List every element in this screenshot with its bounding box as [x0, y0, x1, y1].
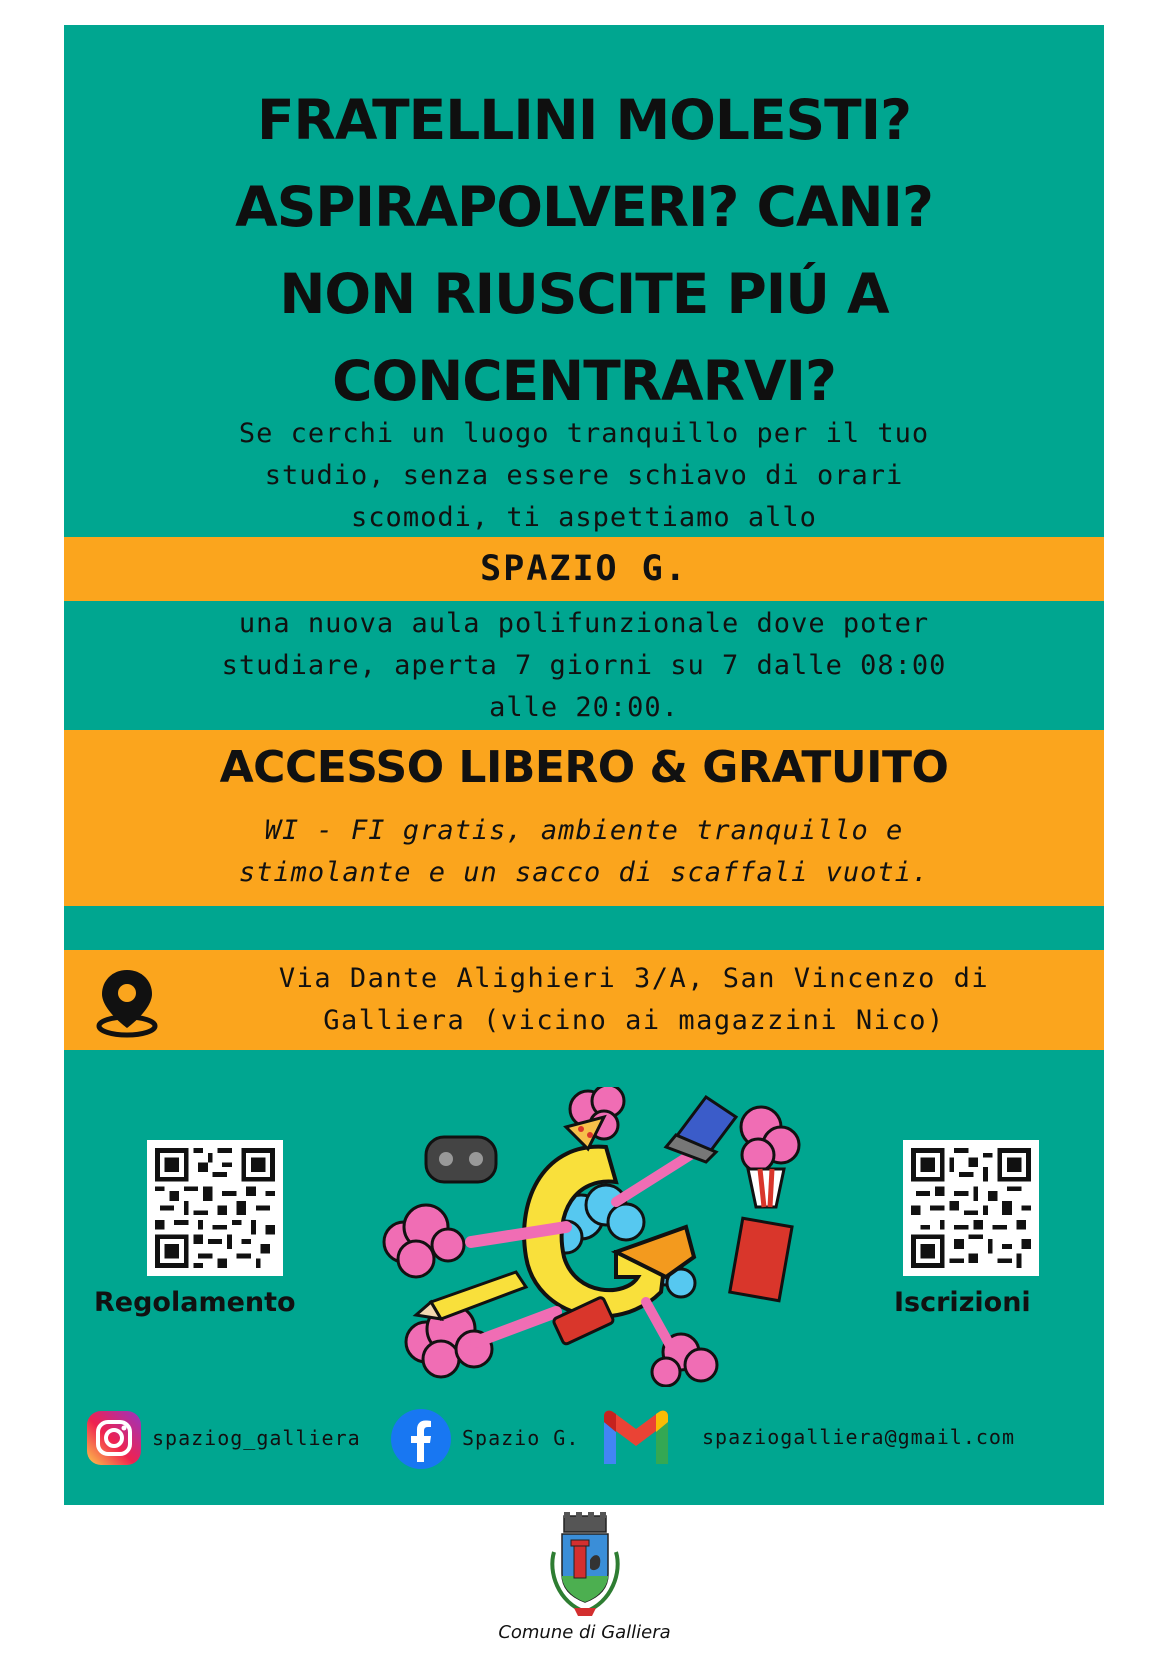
address-banner — [64, 950, 1104, 1050]
instagram-icon — [86, 1410, 142, 1466]
access-banner — [64, 730, 1104, 906]
comune-caption: Comune di Galliera — [498, 1622, 671, 1643]
gmail-icon — [600, 1408, 672, 1468]
access-title: ACCESSO LIBERO & GRATUITO — [219, 742, 949, 793]
qr-label-iscrizioni: Iscrizioni — [894, 1287, 1031, 1318]
headline — [64, 77, 1104, 425]
qr-code-iscrizioni[interactable] — [903, 1140, 1039, 1276]
description-line-3: alle 20:00. — [489, 692, 679, 723]
intro-line-3: scomodi, ti aspettiamo allo — [351, 502, 817, 533]
headline-line-3: NON RIUSCITE PIÚ A — [279, 262, 889, 326]
description-line-2: studiare, aperta 7 giorni su 7 dalle 08:00 — [221, 650, 947, 681]
facebook-link[interactable] — [390, 1410, 590, 1470]
access-line-2: stimolante e un sacco di scaffali vuoti. — [238, 857, 930, 888]
gmail-link[interactable] — [600, 1410, 700, 1470]
qr-code-regolamento[interactable] — [147, 1140, 283, 1276]
facebook-page-name: Spazio G. — [462, 1426, 580, 1450]
description-line-1: una nuova aula polifunzionale dove poter — [238, 608, 930, 639]
spazio-title: SPAZIO G. — [480, 549, 688, 589]
qr-code-icon — [155, 1148, 275, 1268]
access-line-1: WI - FI gratis, ambiente tranquillo e — [264, 815, 904, 846]
footer — [0, 1512, 1169, 1654]
intro-line-2: studio, senza essere schiavo di orari — [264, 460, 904, 491]
address-text — [184, 958, 1084, 1042]
headline-line-1: FRATELLINI MOLESTI? — [256, 88, 912, 152]
instagram-handle: spaziog_galliera — [152, 1426, 361, 1450]
poster — [64, 25, 1104, 1505]
spazio-g-logo-illustration — [376, 1087, 806, 1387]
intro-text — [64, 413, 1104, 539]
description-text — [64, 603, 1104, 729]
headline-line-2: ASPIRAPOLVERI? CANI? — [235, 175, 933, 239]
email-address[interactable]: spaziogalliera@gmail.com — [702, 1425, 1015, 1449]
address-line-2: Galliera (vicino ai magazzini Nico) — [323, 1005, 945, 1036]
qr-label-regolamento: Regolamento — [94, 1287, 296, 1318]
spazio-banner — [64, 537, 1104, 601]
address-line-1: Via Dante Alighieri 3/A, San Vincenzo di — [278, 963, 990, 994]
access-text — [64, 810, 1104, 894]
instagram-link[interactable] — [86, 1410, 386, 1470]
map-pin-icon — [92, 966, 162, 1038]
facebook-icon — [390, 1408, 452, 1470]
qr-code-icon — [911, 1148, 1031, 1268]
galliera-coat-of-arms-icon — [540, 1512, 630, 1620]
intro-line-1: Se cerchi un luogo tranquillo per il tuo — [238, 418, 930, 449]
headline-line-4: CONCENTRARVI? — [332, 349, 836, 413]
